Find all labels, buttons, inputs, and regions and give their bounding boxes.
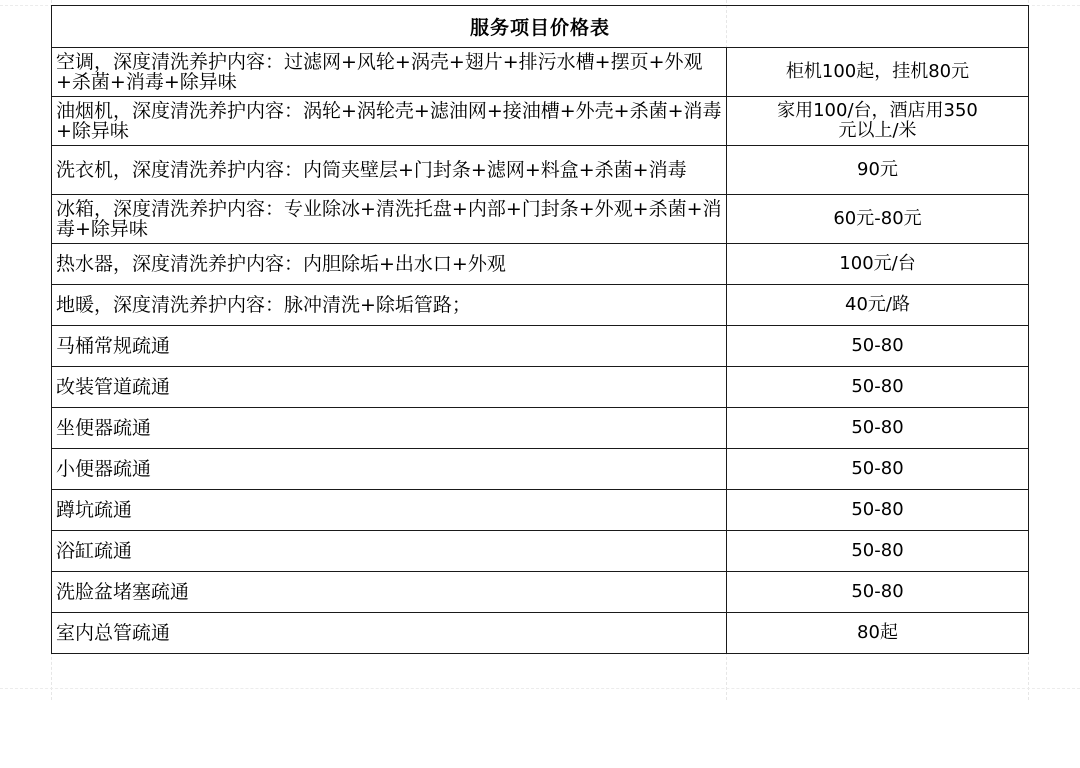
table-row <box>52 408 1029 449</box>
item-cell: 浴缸疏通 <box>52 531 727 572</box>
price-cell: 50-80 <box>727 490 1029 531</box>
table-row <box>52 146 1029 195</box>
item-cell: 油烟机，深度清洗养护内容：涡轮+涡轮壳+滤油网+接油槽+外壳+杀菌+消毒+除异味 <box>52 97 727 146</box>
price-cell: 40元/路 <box>727 285 1029 326</box>
table-row <box>52 572 1029 613</box>
table-row <box>52 367 1029 408</box>
table-row <box>52 613 1029 654</box>
item-cell: 室内总管疏通 <box>52 613 727 654</box>
item-cell: 热水器，深度清洗养护内容：内胆除垢+出水口+外观 <box>52 244 727 285</box>
gridline <box>0 688 1080 689</box>
price-cell: 家用100/台，酒店用350元以上/米 <box>727 97 1029 146</box>
item-cell: 改装管道疏通 <box>52 367 727 408</box>
price-cell: 50-80 <box>727 572 1029 613</box>
table-row <box>52 244 1029 285</box>
price-cell: 50-80 <box>727 531 1029 572</box>
price-table <box>51 5 1029 654</box>
price-cell: 80起 <box>727 613 1029 654</box>
price-cell: 60元-80元 <box>727 195 1029 244</box>
price-cell: 50-80 <box>727 449 1029 490</box>
item-cell: 冰箱，深度清洗养护内容：专业除冰+清洗托盘+内部+门封条+外观+杀菌+消毒+除异味 <box>52 195 727 244</box>
table-row <box>52 449 1029 490</box>
item-cell: 洗脸盆堵塞疏通 <box>52 572 727 613</box>
table-row <box>52 48 1029 97</box>
price-cell: 柜机100起，挂机80元 <box>727 48 1029 97</box>
table-row <box>52 195 1029 244</box>
item-cell: 洗衣机，深度清洗养护内容：内筒夹壁层+门封条+滤网+料盒+杀菌+消毒 <box>52 146 727 195</box>
table-row <box>52 326 1029 367</box>
item-cell: 马桶常规疏通 <box>52 326 727 367</box>
item-cell: 空调，深度清洗养护内容：过滤网+风轮+涡壳+翅片+排污水槽+摆页+外观+杀菌+消毒+除异味 <box>52 48 727 97</box>
price-cell: 50-80 <box>727 326 1029 367</box>
price-cell: 90元 <box>727 146 1029 195</box>
table-row <box>52 285 1029 326</box>
table-row <box>52 531 1029 572</box>
item-cell: 地暖，深度清洗养护内容：脉冲清洗+除垢管路； <box>52 285 727 326</box>
item-cell: 坐便器疏通 <box>52 408 727 449</box>
price-cell: 100元/台 <box>727 244 1029 285</box>
table-row <box>52 97 1029 146</box>
table-title: 服务项目价格表 <box>52 6 1029 48</box>
item-cell: 蹲坑疏通 <box>52 490 727 531</box>
price-cell: 50-80 <box>727 408 1029 449</box>
table-row <box>52 490 1029 531</box>
price-cell: 50-80 <box>727 367 1029 408</box>
item-cell: 小便器疏通 <box>52 449 727 490</box>
